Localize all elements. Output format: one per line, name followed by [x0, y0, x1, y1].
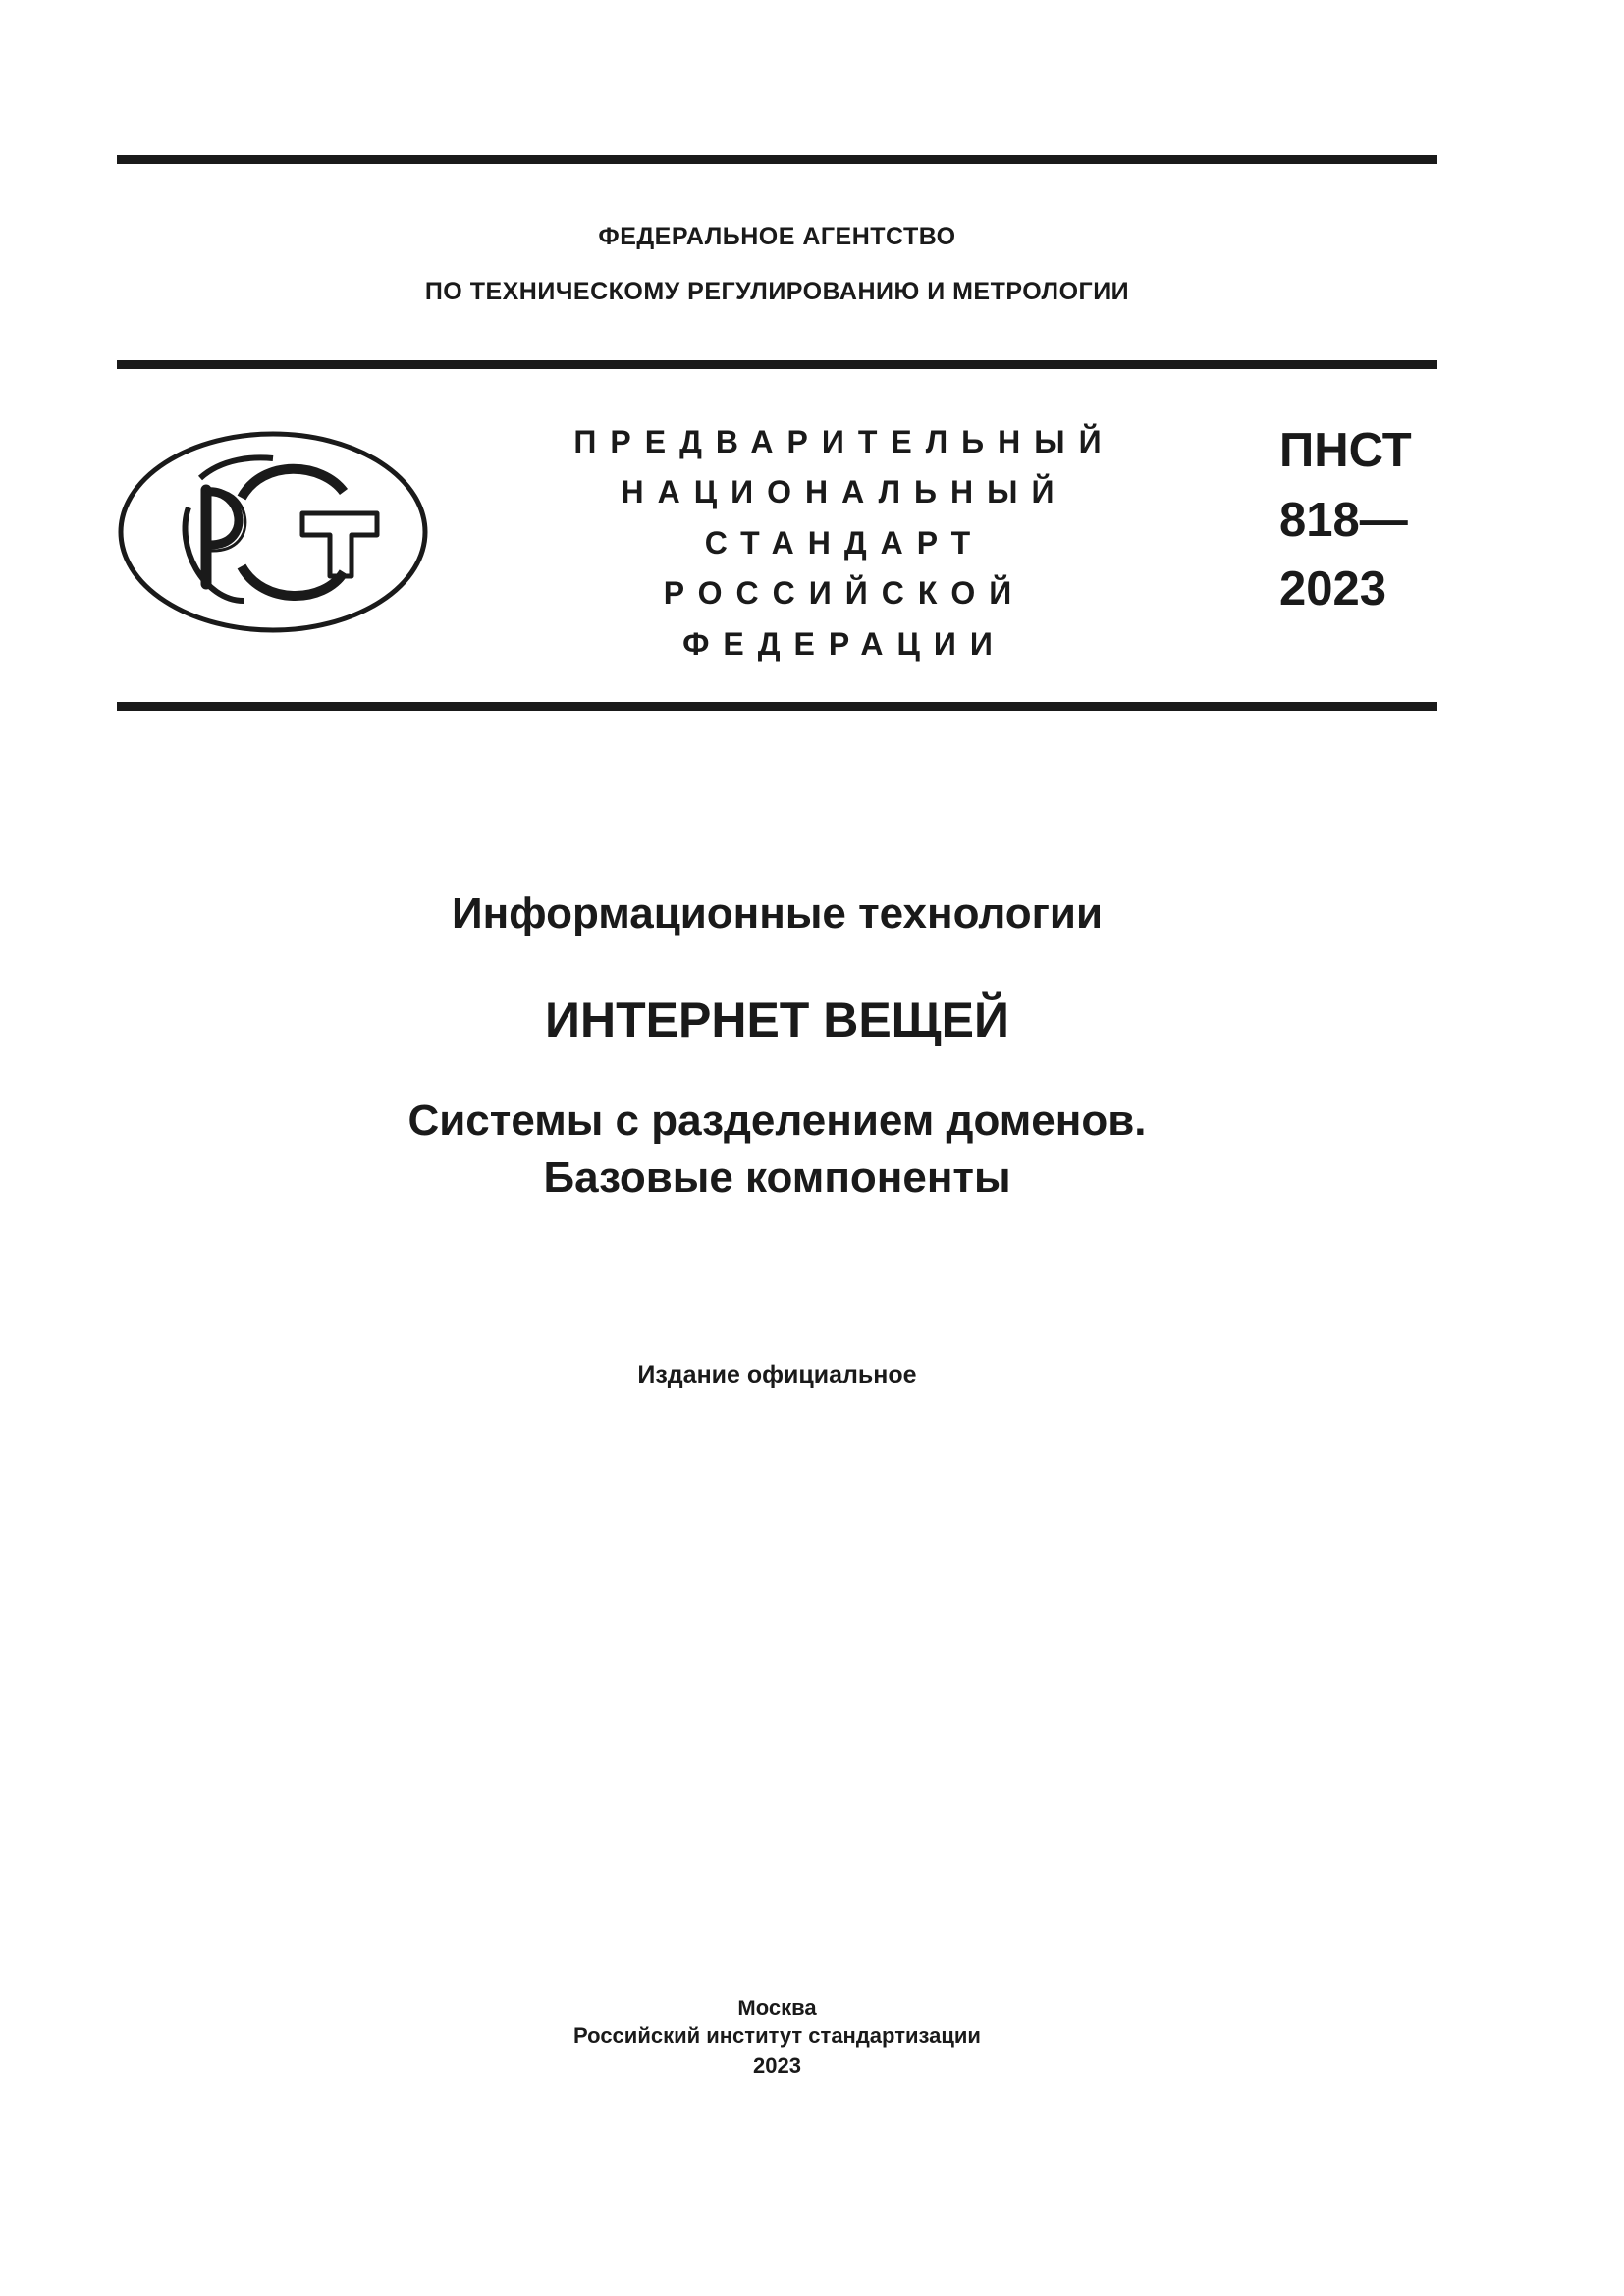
- standard-divider: [117, 702, 1437, 711]
- standard-code-year: 2023: [1279, 562, 1387, 615]
- imprint-year: 2023: [753, 2054, 801, 2078]
- imprint-publisher: Российский институт стандартизации: [573, 2023, 981, 2048]
- document-title-main: Информационные технологии: [451, 889, 1104, 937]
- edition-label: Издание официальное: [637, 1362, 917, 1389]
- standard-type-line-1: ПРЕДВАРИТЕЛЬНЫЙ: [573, 424, 1115, 459]
- agency-name-line-1: ФЕДЕРАЛЬНОЕ АГЕНТСТВО: [598, 223, 956, 250]
- document-title-part-line-1: Системы с разделением доменов.: [407, 1096, 1147, 1145]
- header-divider: [117, 360, 1437, 369]
- standard-type-line-3: СТАНДАРТ: [704, 525, 985, 561]
- standard-type-line-4: РОССИЙСКОЙ: [663, 575, 1026, 611]
- standard-code-number: 818—: [1279, 494, 1408, 547]
- document-title-part-line-2: Базовые компоненты: [543, 1153, 1011, 1201]
- standard-code-prefix: ПНСТ: [1279, 424, 1412, 477]
- top-divider: [117, 155, 1437, 164]
- standard-type-line-2: НАЦИОНАЛЬНЫЙ: [621, 474, 1068, 509]
- document-title-subject: ИНТЕРНЕТ ВЕЩЕЙ: [545, 992, 1009, 1047]
- gost-r-certification-mark-icon: [116, 429, 430, 635]
- standard-type-line-5: ФЕДЕРАЦИИ: [682, 626, 1006, 662]
- imprint-city: Москва: [737, 1996, 817, 2020]
- agency-name-line-2: ПО ТЕХНИЧЕСКОМУ РЕГУЛИРОВАНИЮ И МЕТРОЛОГИИ: [424, 278, 1130, 305]
